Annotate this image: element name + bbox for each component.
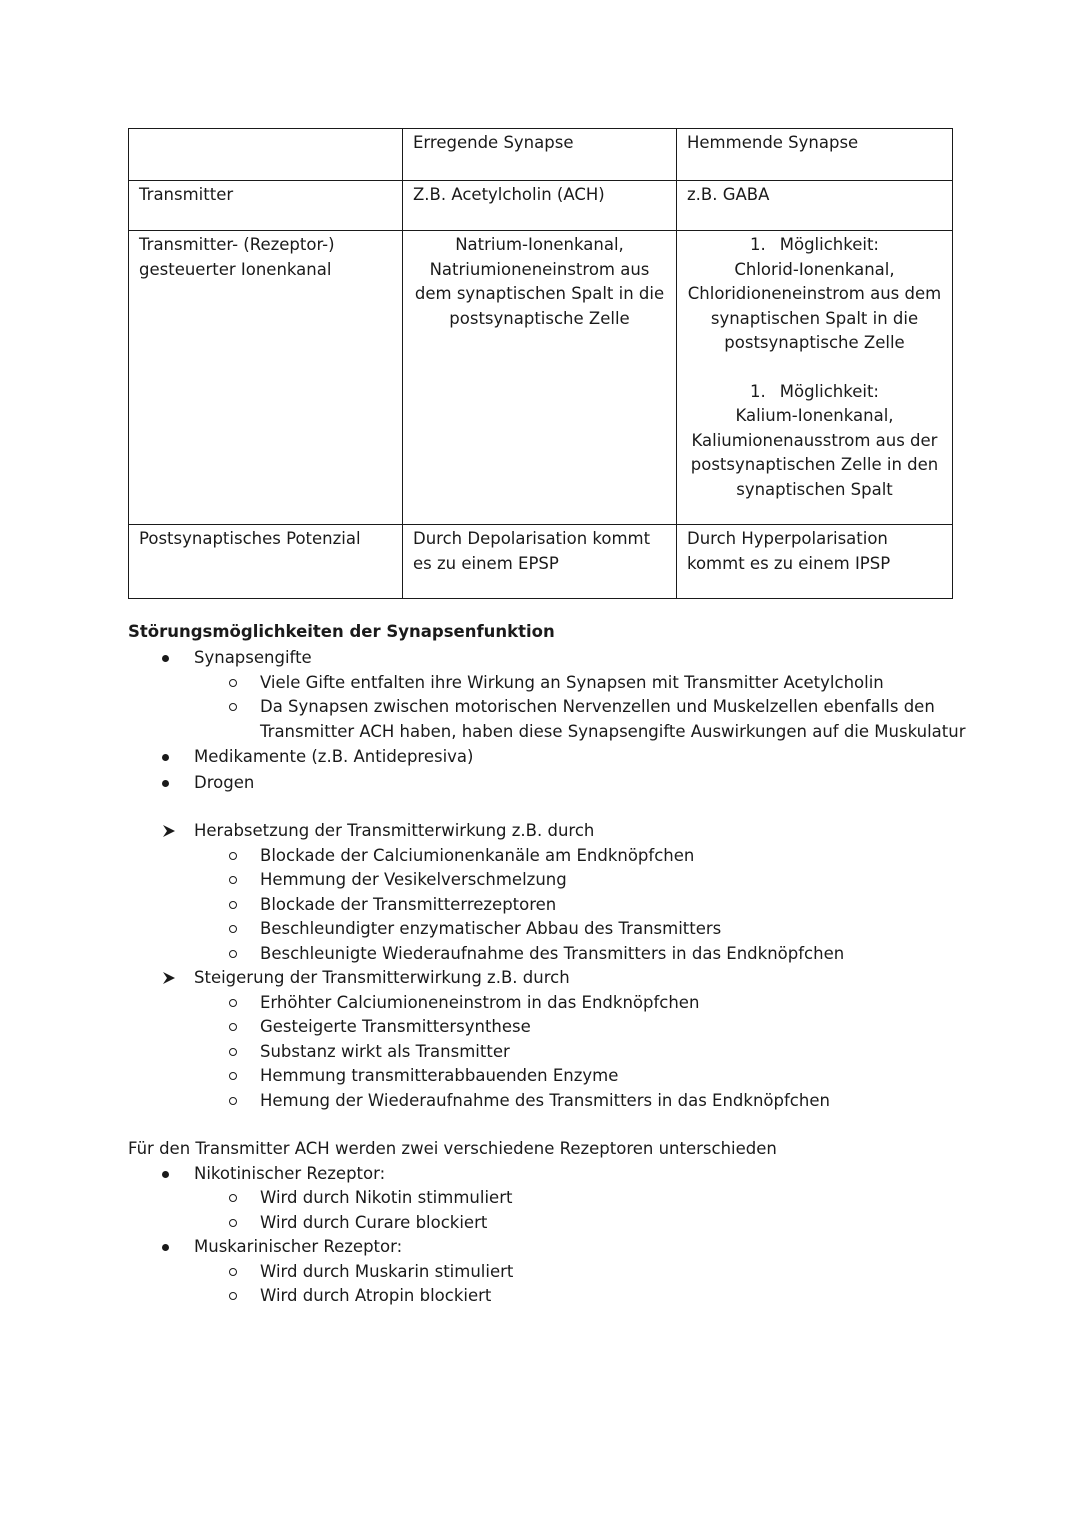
circle-bullet-icon <box>229 1292 237 1300</box>
list-item-text: Drogen <box>194 772 255 792</box>
list-item-text: Nikotinischer Rezeptor: <box>194 1163 386 1183</box>
option-heading-text: Möglichkeit: <box>779 381 879 401</box>
cell-transmitter-erregend: Z.B. Acetylcholin (ACH) <box>403 181 677 231</box>
list-item <box>194 1040 1028 1065</box>
list-item-text: Gesteigerte Transmittersynthese <box>260 1017 531 1036</box>
circle-bullet-icon <box>229 1219 237 1227</box>
option-text: Chlorid-Ionenkanal, Chloridioneneinstrom aus dem synaptischen Spalt in die postsynaptische Zelle <box>687 259 942 352</box>
circle-bullet-icon <box>229 950 237 958</box>
row-label-potenzial: Postsynaptisches Potenzial <box>129 525 403 599</box>
circle-bullet-icon <box>229 852 237 860</box>
circle-bullet-icon <box>229 901 237 909</box>
list-item-text: Hemmung transmitterabbauenden Enzyme <box>260 1066 619 1085</box>
option-heading <box>687 233 942 258</box>
circle-bullet-icon <box>229 679 237 687</box>
circle-bullet-icon <box>229 1023 237 1031</box>
table-header-empty <box>129 129 403 181</box>
list-item-text: Da Synapsen zwischen motorischen Nervenzellen und Muskelzellen ebenfalls den Transmitter ACH haben, haben diese Synapsengifte Auswirkungen auf die Muskulatur <box>260 697 966 741</box>
list-item <box>128 966 1028 991</box>
circle-bullet-icon <box>229 1268 237 1276</box>
list-item <box>194 695 1028 744</box>
cell-potenzial-erregend: Durch Depolarisation kommt es zu einem EPSP <box>403 525 677 599</box>
list-item <box>194 868 1028 893</box>
bullet-list <box>128 745 1028 795</box>
stoerungen-section <box>128 620 1028 1309</box>
list-item <box>194 917 1028 942</box>
list-item <box>128 819 1028 844</box>
table-header-row <box>129 129 953 181</box>
list-item <box>194 1284 1028 1309</box>
bullet-list <box>128 1162 1028 1187</box>
table-row <box>129 525 953 599</box>
hemmend-option-2 <box>687 380 942 503</box>
list-item <box>194 1186 1028 1211</box>
arrow-list <box>128 966 1028 991</box>
list-item-text: Blockade der Transmitterrezeptoren <box>260 894 557 914</box>
cell-potenzial-hemmend: Durch Hyperpolarisation kommt es zu einem IPSP <box>677 525 953 599</box>
sub-list <box>128 844 1028 967</box>
bullet-list <box>128 646 1028 671</box>
list-item <box>194 1064 1028 1089</box>
list-item-text: Wird durch Muskarin stimuliert <box>260 1261 514 1281</box>
circle-bullet-icon <box>229 703 237 711</box>
list-item <box>194 1089 1028 1114</box>
bullet-dot-icon <box>162 1171 169 1178</box>
bullet-dot-icon <box>162 655 169 662</box>
list-item <box>194 893 1028 918</box>
bullet-dot-icon <box>162 780 169 787</box>
list-item <box>194 1211 1028 1236</box>
list-item-text: Wird durch Atropin blockiert <box>260 1286 492 1305</box>
circle-bullet-icon <box>229 1048 237 1056</box>
bullet-dot-icon <box>162 1244 169 1251</box>
sub-list <box>128 991 1028 1114</box>
cell-ionenkanal-erregend: Natrium-Ionenkanal, Natriumioneneinstrom aus dem synaptischen Spalt in die postsynaptische Zelle <box>403 231 677 525</box>
option-heading <box>687 380 942 405</box>
list-item <box>128 646 1028 671</box>
sub-list <box>128 1186 1028 1235</box>
list-item <box>128 1235 1028 1260</box>
option-number: 1. <box>750 235 766 254</box>
bullet-dot-icon <box>162 754 169 761</box>
list-item-text: Wird durch Curare blockiert <box>260 1212 488 1232</box>
sub-list <box>128 1260 1028 1309</box>
list-item <box>128 745 1028 770</box>
list-item-text: Viele Gifte entfalten ihre Wirkung an Synapsen mit Transmitter Acetylcholin <box>260 672 884 692</box>
list-item <box>194 942 1028 967</box>
list-item-text: Medikamente (z.B. Antidepresiva) <box>194 747 474 766</box>
list-item-text: Wird durch Nikotin stimmuliert <box>260 1188 513 1207</box>
arrowhead-bullet-icon <box>162 824 176 838</box>
table-header-hemmend: Hemmende Synapse <box>677 129 953 181</box>
bullet-list <box>128 1235 1028 1260</box>
table-row <box>129 231 953 525</box>
section-title: Störungsmöglichkeiten der Synapsenfunktion <box>128 622 555 641</box>
synapse-comparison-table <box>128 128 953 599</box>
list-item-text: Substanz wirkt als Transmitter <box>260 1041 510 1061</box>
row-label-transmitter: Transmitter <box>129 181 403 231</box>
option-heading-text: Möglichkeit: <box>779 235 879 254</box>
receptors-intro: Für den Transmitter ACH werden zwei verschiedene Rezeptoren unterschieden <box>128 1139 777 1158</box>
list-item-text: Beschleunigte Wiederaufnahme des Transmitters in das Endknöpfchen <box>260 943 845 963</box>
row-label-ionenkanal: Transmitter- (Rezeptor-) gesteuerter Ionenkanal <box>129 231 403 525</box>
list-item <box>194 991 1028 1016</box>
circle-bullet-icon <box>229 999 237 1007</box>
list-item <box>194 1015 1028 1040</box>
circle-bullet-icon <box>229 1072 237 1080</box>
circle-bullet-icon <box>229 1194 237 1202</box>
list-item-text: Steigerung der Transmitterwirkung z.B. durch <box>194 968 570 987</box>
list-item-text: Erhöhter Calciumioneneinstrom in das Endknöpfchen <box>260 992 700 1012</box>
list-item-text: Muskarinischer Rezeptor: <box>194 1237 403 1256</box>
list-item <box>194 844 1028 869</box>
list-item-text: Blockade der Calciumionenkanäle am Endknöpfchen <box>260 845 695 865</box>
sub-list <box>128 671 1028 745</box>
spacer <box>128 1113 1028 1137</box>
table-header-erregend: Erregende Synapse <box>403 129 677 181</box>
option-number: 1. <box>750 381 766 401</box>
option-text: Kalium-Ionenkanal, Kaliumionenausstrom aus der postsynaptischen Zelle in den synaptischen Spalt <box>690 406 939 499</box>
spacer <box>128 795 1028 819</box>
hemmend-option-1 <box>687 233 942 356</box>
list-item-text: Hemmung der Vesikelverschmelzung <box>260 870 567 889</box>
arrowhead-bullet-icon <box>162 971 176 985</box>
circle-bullet-icon <box>229 876 237 884</box>
circle-bullet-icon <box>229 925 237 933</box>
list-item <box>128 771 1028 796</box>
list-item-text: Hemung der Wiederaufnahme des Transmitters in das Endknöpfchen <box>260 1090 830 1110</box>
table-row <box>129 181 953 231</box>
cell-transmitter-hemmend: z.B. GABA <box>677 181 953 231</box>
circle-bullet-icon <box>229 1097 237 1105</box>
cell-ionenkanal-hemmend <box>677 231 953 525</box>
list-item <box>194 671 1028 696</box>
list-item <box>194 1260 1028 1285</box>
arrow-list <box>128 819 1028 844</box>
list-item-text: Beschleundigter enzymatischer Abbau des Transmitters <box>260 919 722 938</box>
list-item-text: Synapsengifte <box>194 648 312 667</box>
list-item-text: Herabsetzung der Transmitterwirkung z.B. durch <box>194 821 595 840</box>
list-item <box>128 1162 1028 1187</box>
